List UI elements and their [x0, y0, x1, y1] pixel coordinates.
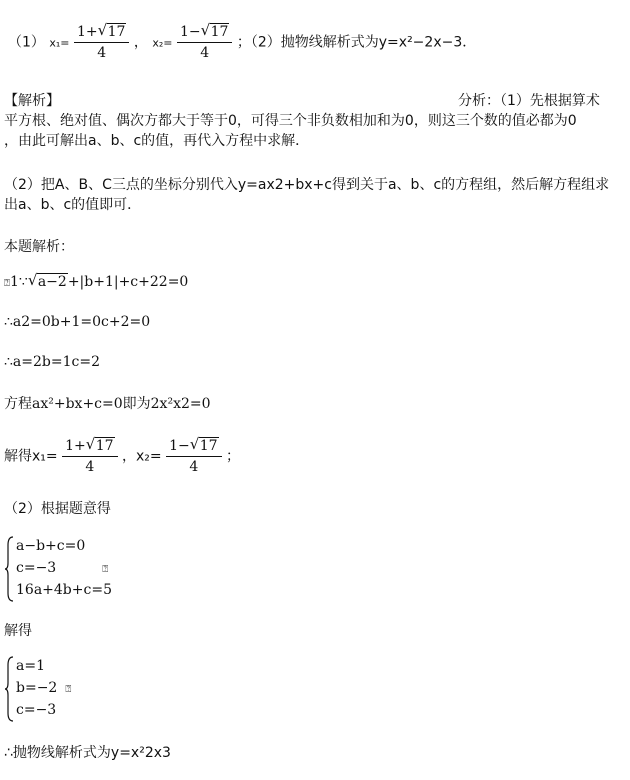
solution-step2: ∴a2=0b+1=0c+2=0 [4, 314, 151, 330]
solve-label: 解得 [4, 623, 32, 639]
part2-title: （2）根据题意得 [4, 501, 111, 517]
system1-eq3: 16a+4b+c=5 [16, 582, 112, 598]
left-brace-icon [4, 655, 14, 723]
answer-part2: ；（2）抛物线解析式为y=x²−2x−3． [236, 34, 477, 51]
x1-fraction: 1+ √ 17 4 [74, 24, 129, 61]
sqrt-symbol: √ 17 [189, 435, 218, 454]
analysis-line1: 平方根、绝对值、偶次方都大于等于0，可得三个非负数相加和为0，则这三个数的值必都为0 [4, 113, 577, 129]
final-result: ∴抛物线解析式为y=x²2x3 [4, 745, 171, 761]
solution-step5: 解得x₁= 1+ √ 17 4 ，x₂= 1− √ 17 4 ； [4, 435, 241, 475]
x2-label: x₂= [152, 36, 173, 50]
x1-fraction: 1+ √ 17 4 [62, 438, 117, 475]
x2-fraction: 1− √ 17 4 [177, 24, 232, 61]
system2-eq3: c=−3 [16, 702, 57, 718]
missing-glyph-icon: ⍰ [4, 278, 10, 289]
system2-eq1: a=1 [16, 658, 45, 674]
answer-sep: ， [133, 34, 148, 51]
solution-step1: ⍰1∵ √ a−2+|b+1|+c+22=0 [4, 271, 189, 290]
x2-fraction: 1− √ 17 4 [166, 438, 221, 475]
equation-system-1 [4, 535, 124, 605]
answer-line [8, 21, 477, 61]
sqrt-symbol: √ 17 [200, 21, 229, 40]
analysis-heading: 【解析】 [4, 93, 60, 109]
system1-eq2: c=−3 ⍰ [16, 560, 109, 576]
left-brace-icon [4, 535, 14, 603]
analysis-line4: 出a、b、c的值即可． [4, 197, 142, 213]
sqrt-symbol: √ 17 [85, 435, 114, 454]
equation-system-2 [4, 655, 124, 725]
analysis-line3: （2）把A、B、C三点的坐标分别代入y=ax2+bx+c得到关于a、b、c的方程组，然后解方程组求 [4, 177, 610, 193]
missing-glyph-icon: ⍰ [102, 564, 109, 575]
answer-part1-prefix: （1） [8, 34, 45, 51]
system2-eq2: b=−2 ⍰ [16, 680, 72, 696]
solution-step4: 方程ax²+bx+c=0即为2x²x2=0 [4, 396, 211, 412]
x1-label: x₁= [49, 36, 70, 50]
sqrt-symbol: √ a−2 [27, 271, 67, 290]
analysis-line2: ，由此可解出a、b、c的值，再代入方程中求解． [4, 133, 310, 149]
solution-title: 本题解析： [4, 239, 74, 255]
missing-glyph-icon: ⍰ [65, 684, 72, 695]
analysis-label-right: 分析：（1）先根据算术 [458, 93, 600, 109]
solution-step3: ∴a=2b=1c=2 [4, 354, 100, 370]
system1-eq1: a−b+c=0 [16, 538, 86, 554]
sqrt-symbol: √ 17 [97, 21, 126, 40]
